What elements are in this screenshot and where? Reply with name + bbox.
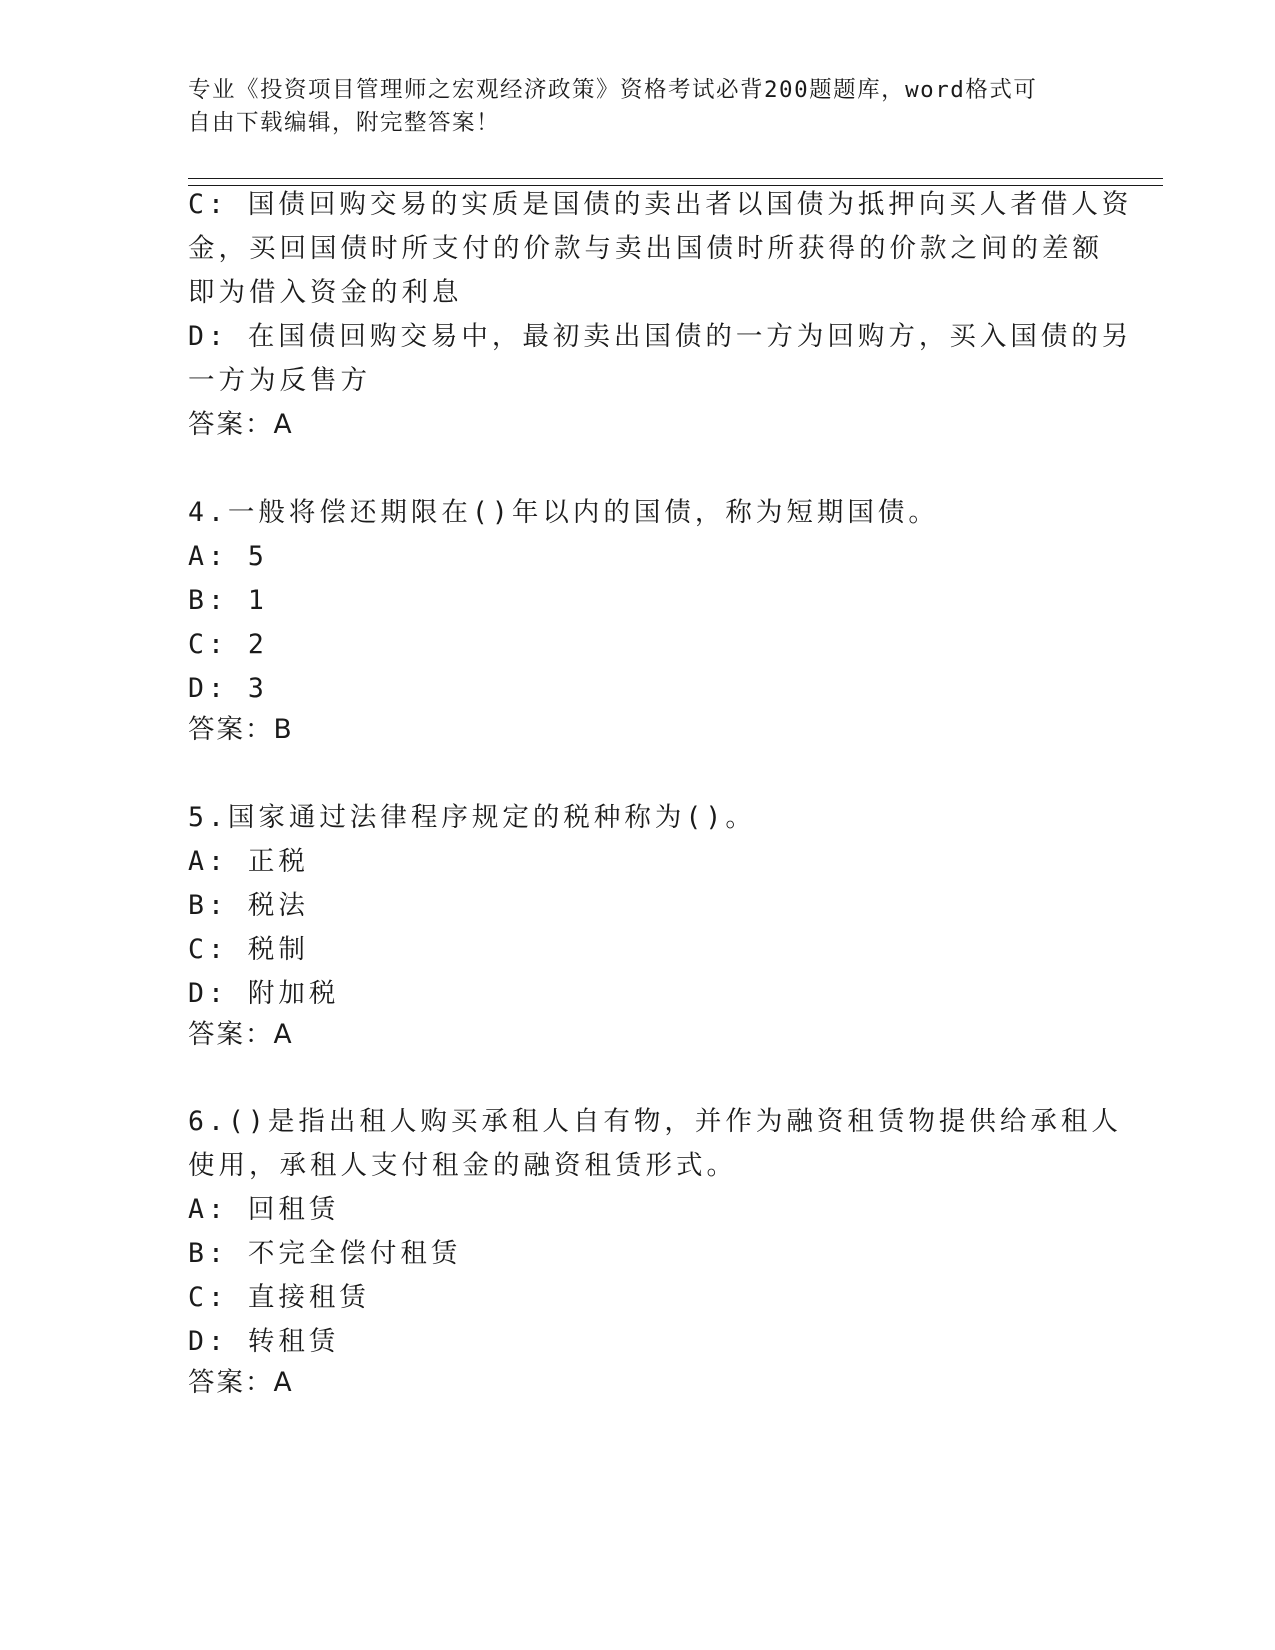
- option-c-line-3: 即为借入资金的利息: [188, 277, 463, 308]
- question-5-answer: 答案：A: [188, 1019, 294, 1050]
- question-4-option-c: C: 2: [188, 629, 268, 660]
- header-divider-top: [188, 178, 1163, 179]
- question-4-option-a: A: 5: [188, 541, 268, 572]
- question-4-option-b: B: 1: [188, 585, 268, 616]
- question-6-option-b: B: 不完全偿付租赁: [188, 1238, 462, 1269]
- question-6-option-d: D: 转租赁: [188, 1326, 340, 1357]
- question-6-stem-line-2: 使用，承租人支付租金的融资租赁形式。: [188, 1150, 737, 1181]
- question-5-option-a: A: 正税: [188, 846, 309, 877]
- option-c-line-1: C: 国债回购交易的实质是国债的卖出者以国债为抵押向买人者借人资: [188, 189, 1133, 220]
- question-6-option-c: C: 直接租赁: [188, 1282, 370, 1313]
- option-c-line-2: 金，买回国债时所支付的价款与卖出国债时所获得的价款之间的差额: [188, 233, 1103, 264]
- document-header: [188, 74, 1088, 140]
- header-line-1: 专业《投资项目管理师之宏观经济政策》资格考试必背200题题库，word格式可: [188, 77, 1038, 103]
- question-5-option-d: D: 附加税: [188, 978, 340, 1009]
- header-line-2: 自由下载编辑，附完整答案！: [188, 110, 501, 136]
- question-4-stem: 4.一般将偿还期限在()年以内的国债，称为短期国债。: [188, 497, 939, 528]
- question-6-stem-line-1: 6.()是指出租人购买承租人自有物，并作为融资租赁物提供给承租人: [188, 1106, 1122, 1137]
- question-5-option-c: C: 税制: [188, 934, 309, 965]
- question-6-answer: 答案：A: [188, 1367, 294, 1398]
- option-d-line-2: 一方为反售方: [188, 365, 371, 396]
- question-5-option-b: B: 税法: [188, 890, 309, 921]
- option-d-line-1: D: 在国债回购交易中，最初卖出国债的一方为回购方，买入国债的另: [188, 321, 1133, 352]
- question-4-option-d: D: 3: [188, 673, 268, 704]
- question-4-answer: 答案：B: [188, 714, 294, 745]
- question-5-stem: 5.国家通过法律程序规定的税种称为()。: [188, 802, 756, 833]
- answer-prev: 答案：A: [188, 409, 294, 440]
- header-divider-bottom: [188, 185, 1163, 186]
- question-6-option-a: A: 回租赁: [188, 1194, 340, 1225]
